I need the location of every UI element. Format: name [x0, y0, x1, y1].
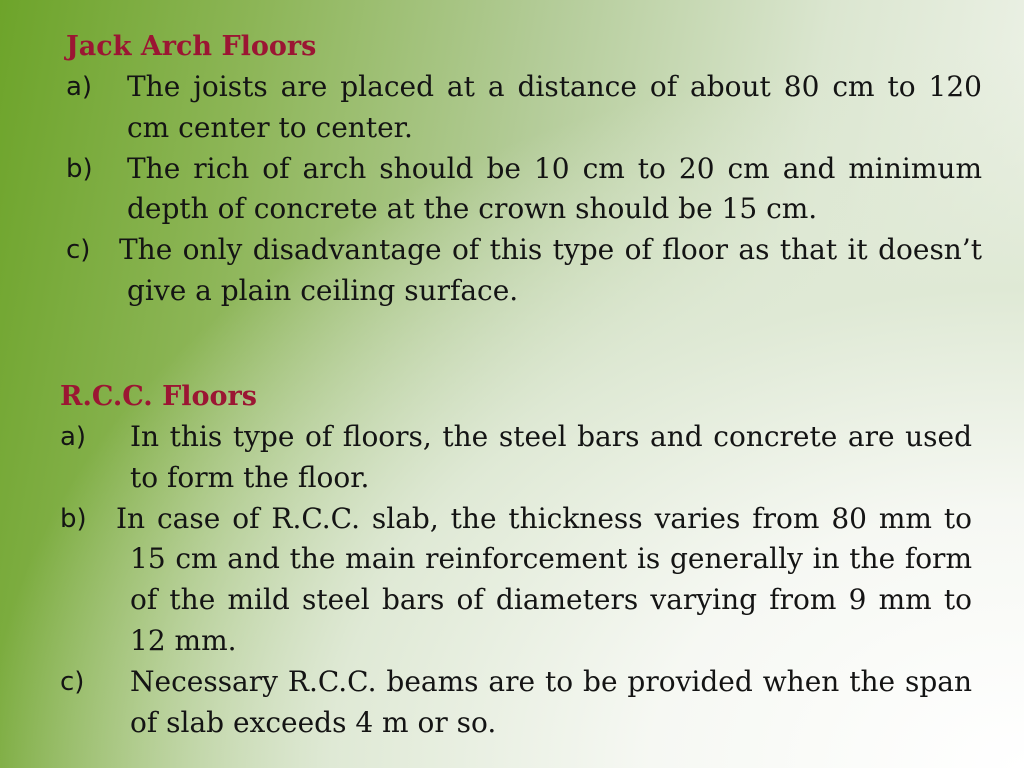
list-item-text: Necessary R.C.C. beams are to be provided when the span of slab exceeds 4 m or so.: [130, 664, 972, 739]
list-item-text: The joists are placed at a distance of about 80 cm to 120 cm center to center.: [127, 70, 982, 144]
jack-arch-item-a: [66, 67, 982, 149]
rcc-item-b: [60, 499, 972, 662]
rcc-list: [60, 417, 972, 743]
jack-arch-list: [66, 67, 982, 312]
rcc-item-a: [60, 417, 972, 499]
jack-arch-item-c: [66, 230, 982, 312]
list-marker: c): [60, 666, 85, 697]
list-item-text: The rich of arch should be 10 cm to 20 cm and minimum depth of concrete at the crown should be 15 cm.: [127, 151, 982, 226]
list-marker: c): [66, 235, 91, 266]
list-marker: a): [66, 72, 93, 102]
list-marker: b): [60, 503, 87, 534]
jack-arch-heading: Jack Arch Floors: [66, 31, 317, 62]
rcc-heading: R.C.C. Floors: [60, 381, 257, 412]
list-item-text: In this type of floors, the steel bars and concrete are used to form the floor.: [130, 420, 972, 494]
list-item-text: The only disadvantage of this type of floor as that it doesn’t give a plain ceiling surface.: [119, 233, 982, 307]
rcc-item-c: [60, 662, 972, 744]
list-marker: b): [66, 153, 93, 184]
list-item-text: In case of R.C.C. slab, the thickness varies from 80 mm to 15 cm and the main reinforcement is generally in the form of the mild steel bars of diameters varying from 9 mm to 12 mm.: [116, 501, 972, 657]
rcc-section: [60, 377, 972, 743]
jack-arch-section: [66, 27, 982, 312]
jack-arch-item-b: [66, 149, 982, 231]
list-marker: a): [60, 422, 87, 452]
